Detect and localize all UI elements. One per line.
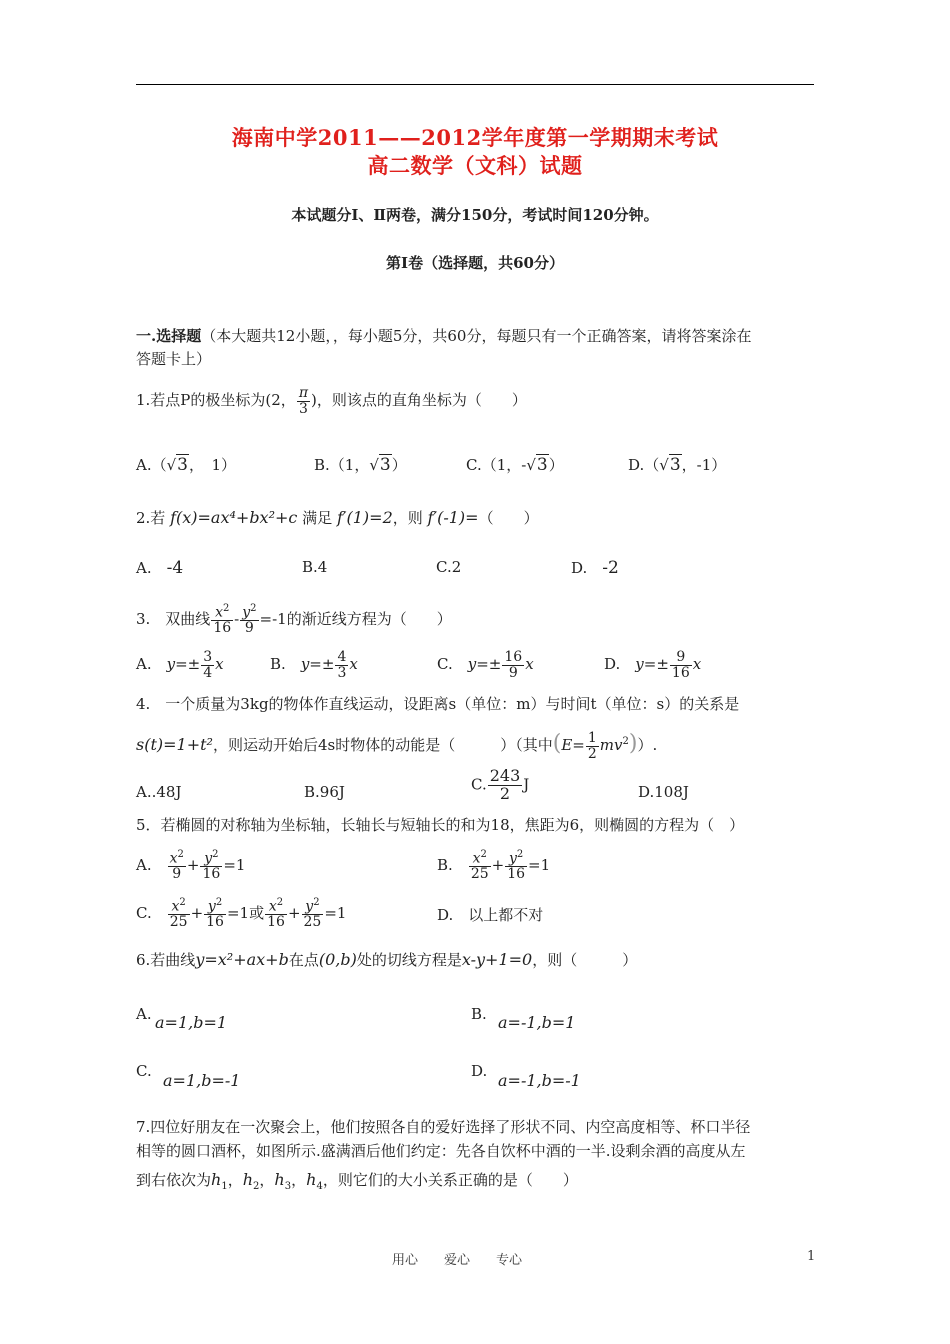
question-7-stem-cont: 相等的圆口酒杯，如图所示.盛满酒后他们约定：先各自饮杯中酒的一半.设剩余酒的高度从左 (136, 1142, 746, 1160)
question-6-option-d[interactable]: a=-1,b=-1 (498, 1071, 581, 1090)
question-5-option-c[interactable]: C. $\frac{x^2}{25}$ + $\frac{y^2}{16}$ =1或 $\frac{x^2}{16}$ + $\frac{y^2}{25}$ =1 (136, 897, 347, 931)
section-heading: 一.选择题（本大题共12小题，，每小题5分，共60分，每题只有一个正确答案，请将答案涂在 (136, 327, 752, 345)
question-6-option-a[interactable]: a=1,b=1 (155, 1013, 228, 1032)
exam-intro: 本试题分Ⅰ、Ⅱ两卷，满分150分，考试时间120分钟。 (291, 206, 659, 224)
question-6-option-c[interactable]: a=1,b=-1 (163, 1071, 241, 1090)
header-rule (136, 84, 814, 85)
question-3-option-a[interactable]: A. y=± $\frac{3}{4}$ x (136, 649, 224, 681)
question-2-option-b[interactable]: B.4 (302, 558, 328, 576)
question-6-option-c-label[interactable]: C. (136, 1062, 152, 1080)
footer-motto: 用心 爱心 专心 (392, 1253, 523, 1268)
question-3-option-d[interactable]: D. y=± $\frac{9}{16}$ x (604, 649, 702, 681)
part-heading: 第Ⅰ卷（选择题，共60分） (386, 254, 564, 272)
question-6-option-a-label[interactable]: A. (136, 1005, 152, 1023)
question-1-stem: 1.若点P的极坐标为(2， $\frac{\pi}{3}$ )，则该点的直角坐标为（ ） (136, 385, 527, 417)
question-1-option-b[interactable]: B.（1，√3） (314, 455, 407, 475)
exam-subtitle: 高二数学（文科）试题 (367, 153, 583, 178)
question-5-option-a[interactable]: A. $\frac{x^2}{9}$ + $\frac{y^2}{16}$ =1 (136, 849, 246, 883)
question-1-option-a[interactable]: A.（√3， 1） (136, 455, 237, 475)
question-4-option-a[interactable]: A..48J (136, 783, 182, 801)
question-2-option-c[interactable]: C.2 (436, 558, 462, 576)
question-4-stem: 4. 一个质量为3kg的物体作直线运动，设距离s（单位：m）与时间t（单位：s）的关系是 (136, 695, 740, 713)
question-3-option-c[interactable]: C. y=± $\frac{16}{9}$ x (437, 649, 534, 681)
question-1-option-c[interactable]: C.（1，-√3） (466, 455, 564, 475)
question-4-stem-cont: s(t)=1+t²，则运动开始后4s时物体的动能是（ ）（其中(E= $\frac{1}{2}$ $mv^2$)）. (136, 729, 658, 762)
question-3-option-b[interactable]: B. y=± $\frac{4}{3}$ x (270, 649, 358, 681)
question-4-option-c[interactable]: C. $\frac{243}{2}$ J (471, 766, 530, 803)
question-2-option-a[interactable]: A. -4 (136, 558, 184, 578)
page-number: 1 (807, 1249, 816, 1264)
question-3-stem: 3. 双曲线 $\frac{x^2}{16}$ - $\frac{y^2}{9}$ =-1的渐近线方程为（ ） (136, 603, 452, 637)
question-1-option-d[interactable]: D.（√3，-1） (628, 455, 727, 475)
exam-title: 海南中学2011——2012学年度第一学期期末考试 (231, 125, 719, 150)
question-5-option-b[interactable]: B. $\frac{x^2}{25}$ + $\frac{y^2}{16}$ =1 (437, 849, 551, 883)
question-7-stem: 7.四位好朋友在一次聚会上，他们按照各自的爱好选择了形状不同、内空高度相等、杯口半径 (136, 1118, 751, 1136)
question-2-stem: 2.若 f(x)=ax⁴+bx²+c 满足 f′(1)=2，则 f′(-1)=（ ） (136, 508, 539, 527)
question-6-option-b[interactable]: a=-1,b=1 (498, 1013, 576, 1032)
question-6-option-b-label[interactable]: B. (471, 1005, 487, 1023)
question-6-stem: 6.若曲线y=x²+ax+b在点(0,b)处的切线方程是x-y+1=0，则（ ） (136, 950, 638, 969)
question-7-stem-end: 到右依次为$h_1$，$h_2$，$h_3$，$h_4$，则它们的大小关系正确的是（ ） (136, 1170, 578, 1192)
section-heading-cont: 答题卡上） (136, 350, 212, 368)
question-2-option-d[interactable]: D. -2 (571, 558, 619, 578)
question-4-option-d[interactable]: D.108J (638, 783, 689, 801)
question-6-option-d-label[interactable]: D. (471, 1062, 488, 1080)
question-4-option-b[interactable]: B.96J (304, 783, 345, 801)
question-5-stem: 5．若椭圆的对称轴为坐标轴，长轴长与短轴长的和为18，焦距为6，则椭圆的方程为（ ） (136, 816, 745, 834)
question-5-option-d[interactable]: D. 以上都不对 (437, 906, 544, 924)
